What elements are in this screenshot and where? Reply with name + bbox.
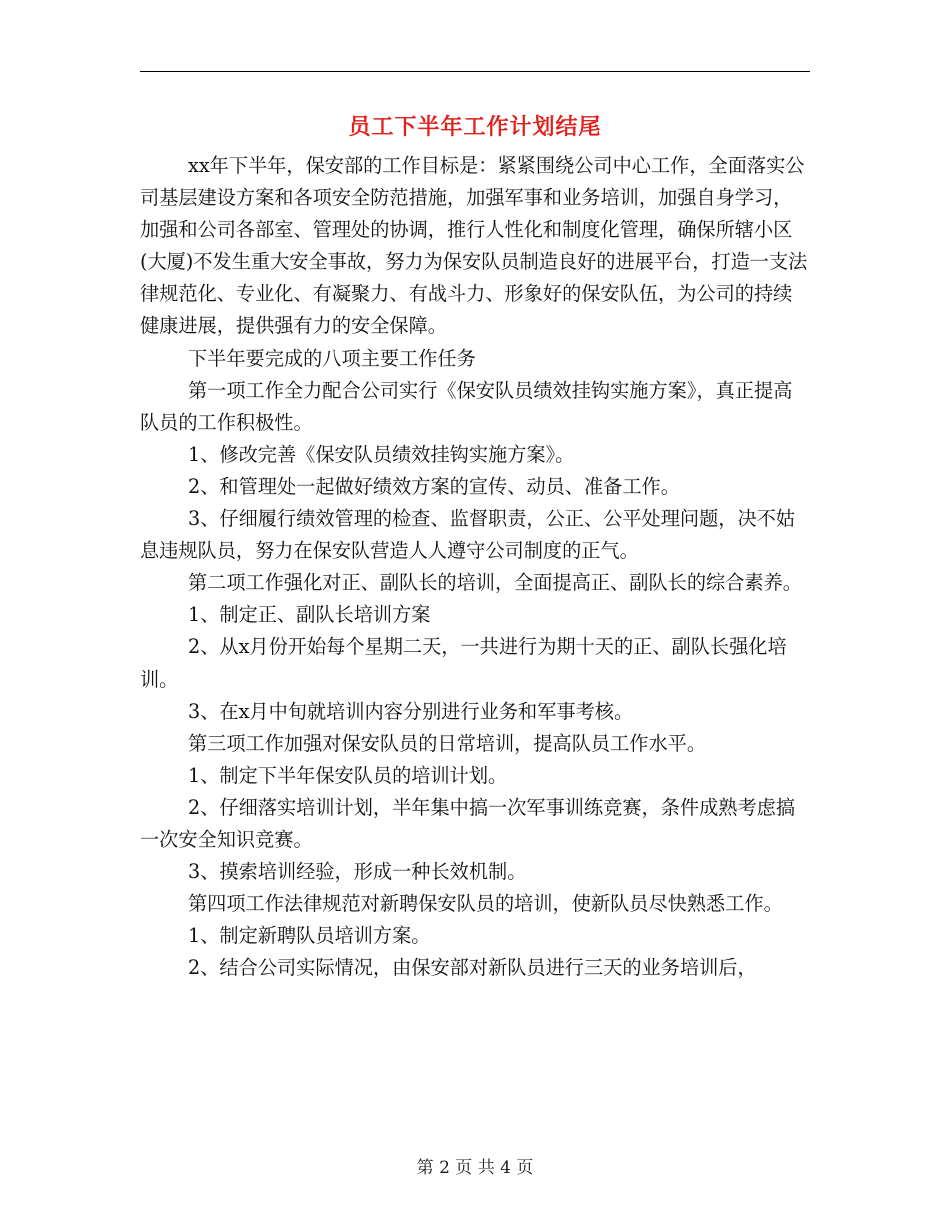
paragraph-task-2: 第二项工作强化对正、副队长的培训，全面提高正、副队长的综合素养。 [188, 571, 802, 595]
list-item: 1、制定正、副队长培训方案 [188, 603, 431, 627]
header-rule [140, 71, 810, 72]
list-item: 3、在x月中旬就培训内容分别进行业务和军事考核。 [188, 699, 634, 723]
paragraph-task-4: 第四项工作法律规范对新聘保安队员的培训，使新队员尽快熟悉工作。 [188, 892, 783, 916]
paragraph-task-1: 第一项工作全力配合公司实行《保安队员绩效挂钩实施方案》，真正提高队员的工作积极性。 [140, 378, 793, 434]
paragraph-tasks-heading: 下半年要完成的八项主要工作任务 [188, 346, 476, 370]
list-item: 1、修改完善《保安队员绩效挂钩实施方案》。 [188, 442, 575, 466]
document-body [140, 150, 810, 984]
list-item: 2、从x月份开始每个星期二天，一共进行为期十天的正、副队长强化培训。 [140, 635, 787, 691]
list-item: 3、摸索培训经验，形成一种长效机制。 [188, 860, 527, 884]
paragraph-task-3: 第三项工作加强对保安队员的日常培训，提高队员工作水平。 [188, 731, 707, 755]
page-number: 第 2 页 共 4 页 [416, 1158, 534, 1178]
list-item: 2、和管理处一起做好绩效方案的宣传、动员、准备工作。 [188, 474, 680, 498]
list-item: 3、仔细履行绩效管理的检查、监督职责，公正、公平处理问题，决不姑息违规队员，努力在保安队营造人人遵守公司制度的正气。 [140, 507, 796, 563]
list-item: 1、制定新聘队员培训方案。 [188, 924, 431, 948]
list-item: 2、结合公司实际情况，由保安部对新队员进行三天的业务培训后， [188, 956, 757, 980]
paragraph-goals: xx年下半年，保安部的工作目标是：紧紧围绕公司中心工作，全面落实公司基层建设方案和各项安全防范措施，加强军事和业务培训，加强自身学习，加强和公司各部室、管理处的协调，推行人性化和制度化管理，确保所辖小区(大厦)不发生重大安全事故，努力为保安队员制造良好的进展平台，打造一支法律规范化、专业化、有凝聚力、有战斗力、形象好的保安队伍，为公司的持续健康进展，提供强有力的安全保障。 [140, 154, 808, 338]
document-title: 员工下半年工作计划结尾 [348, 114, 602, 140]
list-item: 1、制定下半年保安队员的培训计划。 [188, 763, 508, 787]
list-item: 2、仔细落实培训计划，半年集中搞一次军事训练竞赛，条件成熟考虑搞一次安全知识竞赛。 [140, 795, 796, 851]
